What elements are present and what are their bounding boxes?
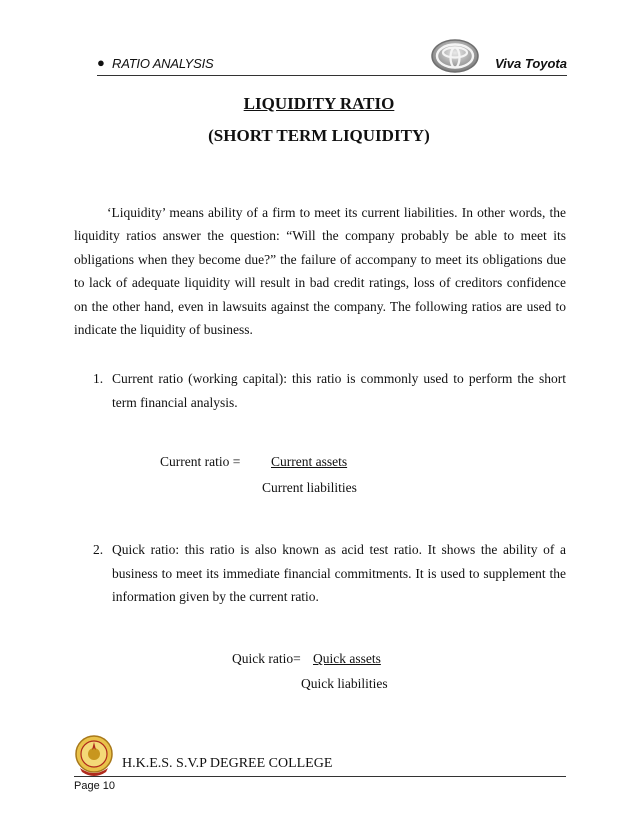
page-header <box>97 54 567 76</box>
toyota-logo-icon <box>430 38 480 74</box>
college-emblem-icon <box>74 734 114 778</box>
list-number: 2. <box>93 542 104 557</box>
formula-numerator: Current assets <box>271 454 348 469</box>
formula-label: Current ratio = <box>160 454 241 469</box>
header-brand: Viva Toyota <box>494 56 567 71</box>
page-title-text: LIQUIDITY RATIO <box>243 94 395 113</box>
header-divider <box>97 75 567 76</box>
list-text: Quick ratio: this ratio is also known as acid test ratio. It shows the ability of a business to meet its immediate financial commitments. It is used to supplement the information given by the current ratio. <box>112 542 566 604</box>
header-bullet: ● <box>97 55 105 70</box>
header-title: RATIO ANALYSIS <box>112 56 214 71</box>
formula-denominator: Current liabilities <box>262 480 357 495</box>
list-text: Current ratio (working capital): this ratio is commonly used to perform the short term financial analysis. <box>112 371 566 410</box>
footer-divider <box>74 776 566 777</box>
page-number: Page 10 <box>74 780 115 792</box>
page-subtitle: (SHORT TERM LIQUIDITY) <box>208 126 430 145</box>
formula-numerator: Quick assets <box>313 651 381 666</box>
list-number: 1. <box>93 371 104 386</box>
intro-paragraph: ‘Liquidity’ means ability of a firm to meet its current liabilities. In other words, the liquidity ratios answer the question: “Will the company probably be able to meet its obligations when they become due?” the failure of accompany to meet its obligations due to lack of adequate liquidity will result in bad credit ratings, loss of creditors confidence on the other hand, even in lawsuits against the company. The following ratios are used to indicate the liquidity of business. <box>74 205 566 338</box>
page-title <box>0 94 638 114</box>
footer-college-name: H.K.E.S. S.V.P DEGREE COLLEGE <box>122 756 333 771</box>
formula-denominator: Quick liabilities <box>301 676 388 691</box>
formula-label: Quick ratio= <box>232 651 301 666</box>
